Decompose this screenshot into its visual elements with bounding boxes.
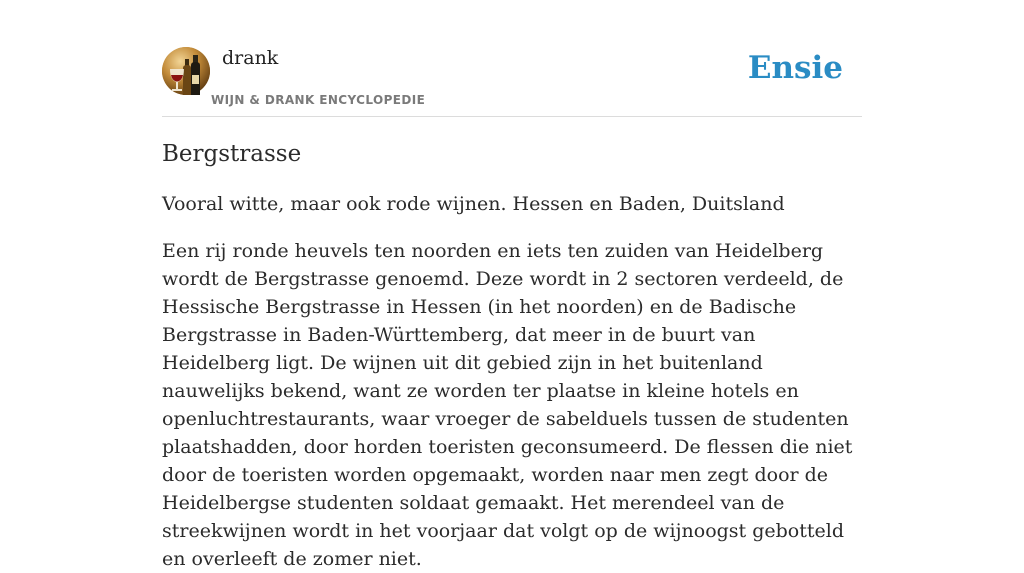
page-header: [162, 0, 862, 117]
category-subtitle: WIJN & DRANK ENCYCLOPEDIE: [211, 93, 426, 107]
article-subtitle: Vooral witte, maar ook rode wijnen. Hessen en Baden, Duitsland: [162, 193, 785, 215]
article: [162, 138, 862, 573]
category-avatar[interactable]: [162, 47, 210, 95]
article-body: Een rij ronde heuvels ten noorden en iets ten zuiden van Heidelberg wordt de Bergstrasse genoemd. Deze wordt in 2 sectoren verdeeld, de Hessische Bergstrasse in Hessen (in het noorden) en de Badische Bergstrasse in Baden-Württemberg, dat meer in de buurt van Heidelberg ligt. De wijnen uit dit gebied zijn in het buitenland nauwelijks bekend, want ze worden ter plaatse in kleine hotels en openluchtrestaurants, waar vroeger de sabelduels tussen de studenten plaatshadden, door horden toeristen geconsumeerd. De flessen die niet door de toeristen worden opgemaakt, worden naar men zegt door de Heidelbergse studenten soldaat gemaakt. Het merendeel van de streekwijnen wordt in het voorjaar dat volgt op de wijnoogst gebotteld en overleeft de zomer niet.: [162, 240, 853, 570]
brand-logo[interactable]: Ensie: [747, 50, 843, 86]
article-title: Bergstrasse: [162, 141, 302, 167]
category-name[interactable]: drank: [222, 47, 279, 69]
wine-bottle-glass-icon: [162, 47, 210, 95]
